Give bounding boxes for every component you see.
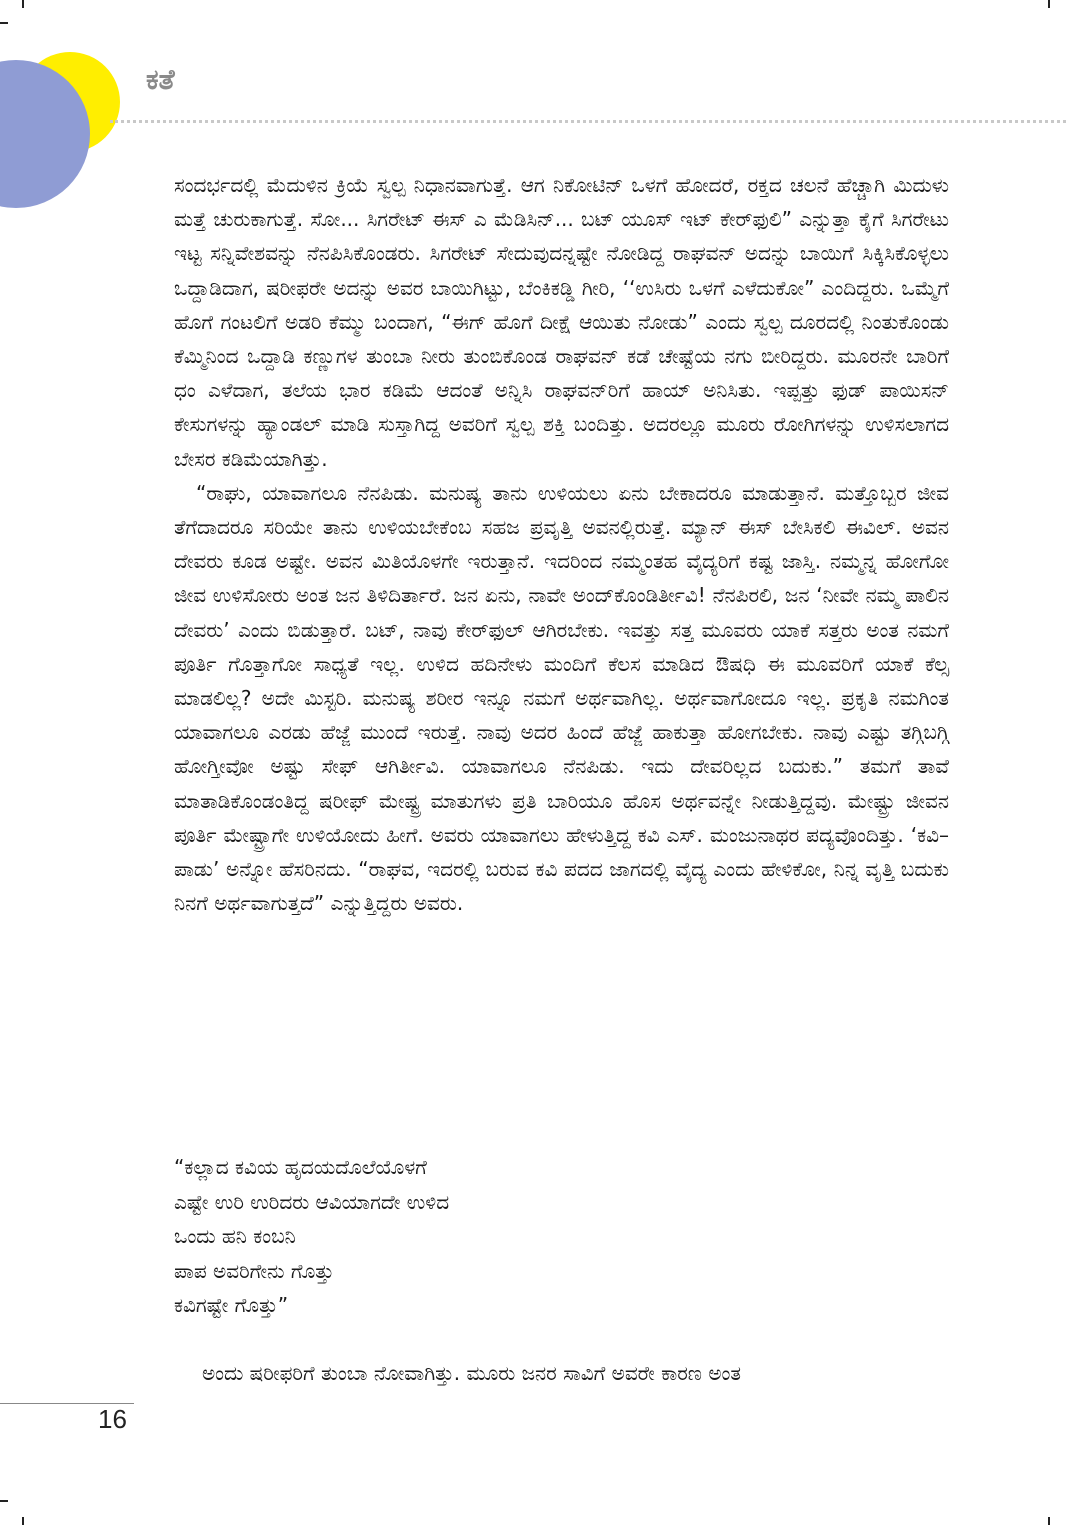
crop-mark-bottom-left: [22, 1517, 24, 1525]
poem-line: ಕವಿಗಷ್ಟೇ ಗೊತ್ತು”: [174, 1293, 289, 1317]
paragraph-2: “ರಾಘು, ಯಾವಾಗಲೂ ನೆನಪಿಡು. ಮನುಷ್ಯ ತಾನು ಉಳಿಯಲು ಏನು ಬೇಕಾದರೂ ಮಾಡುತ್ತಾನೆ. ಮತ್ತೊಬ್ಬರ ಜೀವ ತೆಗೆದಾದರೂ ಸರಿಯೇ ತಾನು ಉಳಿಯಬೇಕೆಂಬ ಸಹಜ ಪ್ರವೃತ್ತಿ ಅವನಲ್ಲಿರುತ್ತೆ. ಮ್ಯಾನ್ ಈಸ್ ಬೇಸಿಕಲಿ ಈವಿಲ್. ಅವನ ದೇವರು ಕೂಡ ಅಷ್ಟೇ. ಅವನ ಮಿತಿಯೊಳಗೇ ಇರುತ್ತಾನೆ. ಇದರಿಂದ ನಮ್ಮಂತಹ ವೈದ್ಯರಿಗೆ ಕಷ್ಟ ಜಾಸ್ತಿ. ನಮ್ಮನ್ನ ಹೋಗೋ ಜೀವ ಉಳಿಸೋರು ಅಂತ ಜನ ತಿಳಿದಿರ್ತಾರೆ. ಜನ ಏನು, ನಾವೇ ಅಂದ್‌ಕೊಂಡಿರ್ತೀವಿ! ನೆನಪಿರಲಿ, ಜನ ‘ನೀವೇ ನಮ್ಮ ಪಾಲಿನ ದೇವರು’ ಎಂದು ಬಿಡುತ್ತಾರೆ. ಬಟ್, ನಾವು ಕೇರ್‌ಫುಲ್ ಆಗಿರಬೇಕು. ಇವತ್ತು ಸತ್ತ ಮೂವರು ಯಾಕೆ ಸತ್ತರು ಅಂತ ನಮಗೆ ಪೂರ್ತಿ ಗೊತ್ತಾಗೋ ಸಾಧ್ಯತೆ ಇಲ್ಲ. ಉಳಿದ ಹದಿನೇಳು ಮಂದಿಗೆ ಕೆಲಸ ಮಾಡಿದ ಔಷಧಿ ಈ ಮೂವರಿಗೆ ಯಾಕೆ ಕೆಲ್ಸ ಮಾಡಲಿಲ್ಲ? ಅದೇ ಮಿಸ್ಟರಿ. ಮನುಷ್ಯ ಶರೀರ ಇನ್ನೂ ನಮಗೆ ಅರ್ಥವಾಗಿಲ್ಲ. ಅರ್ಥವಾಗೋದೂ ಇಲ್ಲ. ಪ್ರಕೃತಿ ನಮಗಿಂತ ಯಾವಾಗಲೂ ಎರಡು ಹೆಜ್ಜೆ ಮುಂದೆ ಇರುತ್ತೆ. ನಾವು ಅದರ ಹಿಂದೆ ಹೆಜ್ಜೆ ಹಾಕುತ್ತಾ ಹೋಗಬೇಕು. ನಾವು ಎಷ್ಟು ತಗ್ಗಿಬಗ್ಗಿ ಹೋಗ್ತೀವೋ ಅಷ್ಟು ಸೇಫ್ ಆಗಿರ್ತೀವಿ. ಯಾವಾಗಲೂ ನೆನಪಿಡು. ಇದು ದೇವರಿಲ್ಲದ ಬದುಕು.” ತಮಗೆ ತಾವೆ ಮಾತಾಡಿಕೊಂಡಂತಿದ್ದ ಷರೀಫ್ ಮೇಷ್ಟ್ರ ಮಾತುಗಳು ಪ್ರತಿ ಬಾರಿಯೂ ಹೊಸ ಅರ್ಥವನ್ನೇ ನೀಡುತ್ತಿದ್ದವು. ಮೇಷ್ಟ್ರು ಜೀವನ ಪೂರ್ತಿ ಮೇಷ್ಟ್ರಾಗೇ ಉಳಿಯೋದು ಹೀಗೆ. ಅವರು ಯಾವಾಗಲು ಹೇಳುತ್ತಿದ್ದ ಕವಿ ಎಸ್. ಮಂಜುನಾಥರ ಪದ್ಯವೊಂದಿತ್ತು. ‘ಕವಿ–ಪಾಡು’ ಅನ್ನೋ ಹೆಸರಿನದು. “ರಾಘವ, ಇದರಲ್ಲಿ ಬರುವ ಕವಿ ಪದದ ಜಾಗದಲ್ಲಿ ವೈದ್ಯ ಎಂದು ಹೇಳಿಕೋ, ನಿನ್ನ ವೃತ್ತಿ ಬದುಕು ನಿನಗೆ ಅರ್ಥವಾಗುತ್ತದೆ” ಎನ್ನುತ್ತಿದ್ದರು ಅವರು.: [174, 480, 949, 916]
page-number: 16: [98, 1404, 127, 1434]
poem-line: ಒಂದು ಹನಿ ಕಂಬನಿ: [174, 1224, 296, 1248]
poem-block: [174, 1150, 949, 1323]
crop-mark-bottom-right: [1048, 1517, 1050, 1525]
paragraph-1: ಸಂದರ್ಭದಲ್ಲಿ ಮೆದುಳಿನ ಕ್ರಿಯೆ ಸ್ವಲ್ಪ ನಿಧಾನವಾಗುತ್ತೆ. ಆಗ ನಿಕೋಟಿನ್ ಒಳಗೆ ಹೋದರೆ, ರಕ್ತದ ಚಲನೆ ಹೆಚ್ಚಾಗಿ ಮಿದುಳು ಮತ್ತೆ ಚುರುಕಾಗುತ್ತೆ. ಸೋ... ಸಿಗರೇಟ್ ಈಸ್ ಎ ಮೆಡಿಸಿನ್... ಬಟ್ ಯೂಸ್ ಇಟ್ ಕೇರ್‌ಫುಲಿ” ಎನ್ನುತ್ತಾ ಕೈಗೆ ಸಿಗರೇಟು ಇಟ್ಟ ಸನ್ನಿವೇಶವನ್ನು ನೆನಪಿಸಿಕೊಂಡರು. ಸಿಗರೇಟ್ ಸೇದುವುದನ್ನಷ್ಟೇ ನೋಡಿದ್ದ ರಾಘವನ್ ಅದನ್ನು ಬಾಯಿಗೆ ಸಿಕ್ಕಿಸಿಕೊಳ್ಳಲು ಒದ್ದಾಡಿದಾಗ, ಷರೀಫರೇ ಅದನ್ನು ಅವರ ಬಾಯಿಗಿಟ್ಟು, ಬೆಂಕಿಕಡ್ಡಿ ಗೀರಿ, ‘‘ಉಸಿರು ಒಳಗೆ ಎಳೆದುಕೋ” ಎಂದಿದ್ದರು. ಒಮ್ಮೆಗೆ ಹೊಗೆ ಗಂಟಲಿಗೆ ಅಡರಿ ಕೆಮ್ಮು ಬಂದಾಗ, “ಈಗ್ ಹೊಗೆ ದೀಕ್ಷೆ ಆಯಿತು ನೋಡು” ಎಂದು ಸ್ವಲ್ಪ ದೂರದಲ್ಲಿ ನಿಂತುಕೊಂಡು ಕೆಮ್ಮಿನಿಂದ ಒದ್ದಾಡಿ ಕಣ್ಣುಗಳ ತುಂಬಾ ನೀರು ತುಂಬಿಕೊಂಡ ರಾಘವನ್ ಕಡೆ ಚೇಷ್ಟೆಯ ನಗು ಬೀರಿದ್ದರು. ಮೂರನೇ ಬಾರಿಗೆ ಧಂ ಎಳೆದಾಗ, ತಲೆಯ ಭಾರ ಕಡಿಮೆ ಆದಂತೆ ಅನ್ನಿಸಿ ರಾಘವನ್‌ರಿಗೆ ಹಾಯ್ ಅನಿಸಿತು. ಇಪ್ಪತ್ತು ಫುಡ್ ಪಾಯಿಸನ್ ಕೇಸುಗಳನ್ನು ಹ್ಯಾಂಡಲ್ ಮಾಡಿ ಸುಸ್ತಾಗಿದ್ದ ಅವರಿಗೆ ಸ್ವಲ್ಪ ಶಕ್ತಿ ಬಂದಿತ್ತು. ಅದರಲ್ಲೂ ಮೂರು ರೋಗಿಗಳನ್ನು ಉಳಿಸಲಾಗದ ಬೇಸರ ಕಡಿಮೆಯಾಗಿತ್ತು.: [174, 173, 949, 471]
crop-mark-bottom-left-side: [0, 1500, 8, 1502]
story-body: [174, 168, 949, 920]
crop-mark-top-left-side: [0, 22, 8, 24]
section-title: ಕತೆ: [146, 63, 175, 96]
crop-mark-top-left: [22, 0, 24, 8]
crop-mark-top-right: [1048, 0, 1050, 8]
poem-line: ಪಾಪ ಅವರಿಗೇನು ಗೊತ್ತು: [174, 1258, 334, 1283]
poem-line: “ಕಲ್ಲಾದ ಕವಿಯ ಹೃದಯದೊಲೆಯೊಳಗೆ: [174, 1155, 427, 1179]
header-dotted-divider: [110, 120, 1066, 123]
poem-line: ಎಷ್ಟೇ ಉರಿ ಉರಿದರು ಆವಿಯಾಗದೇ ಉಳಿದ: [174, 1189, 450, 1214]
closing-paragraph: ಅಂದು ಷರೀಫರಿಗೆ ತುಂಬಾ ನೋವಾಗಿತ್ತು. ಮೂರು ಜನರ ಸಾವಿಗೆ ಅವರೇ ಕಾರಣ ಅಂತ: [202, 1361, 741, 1385]
